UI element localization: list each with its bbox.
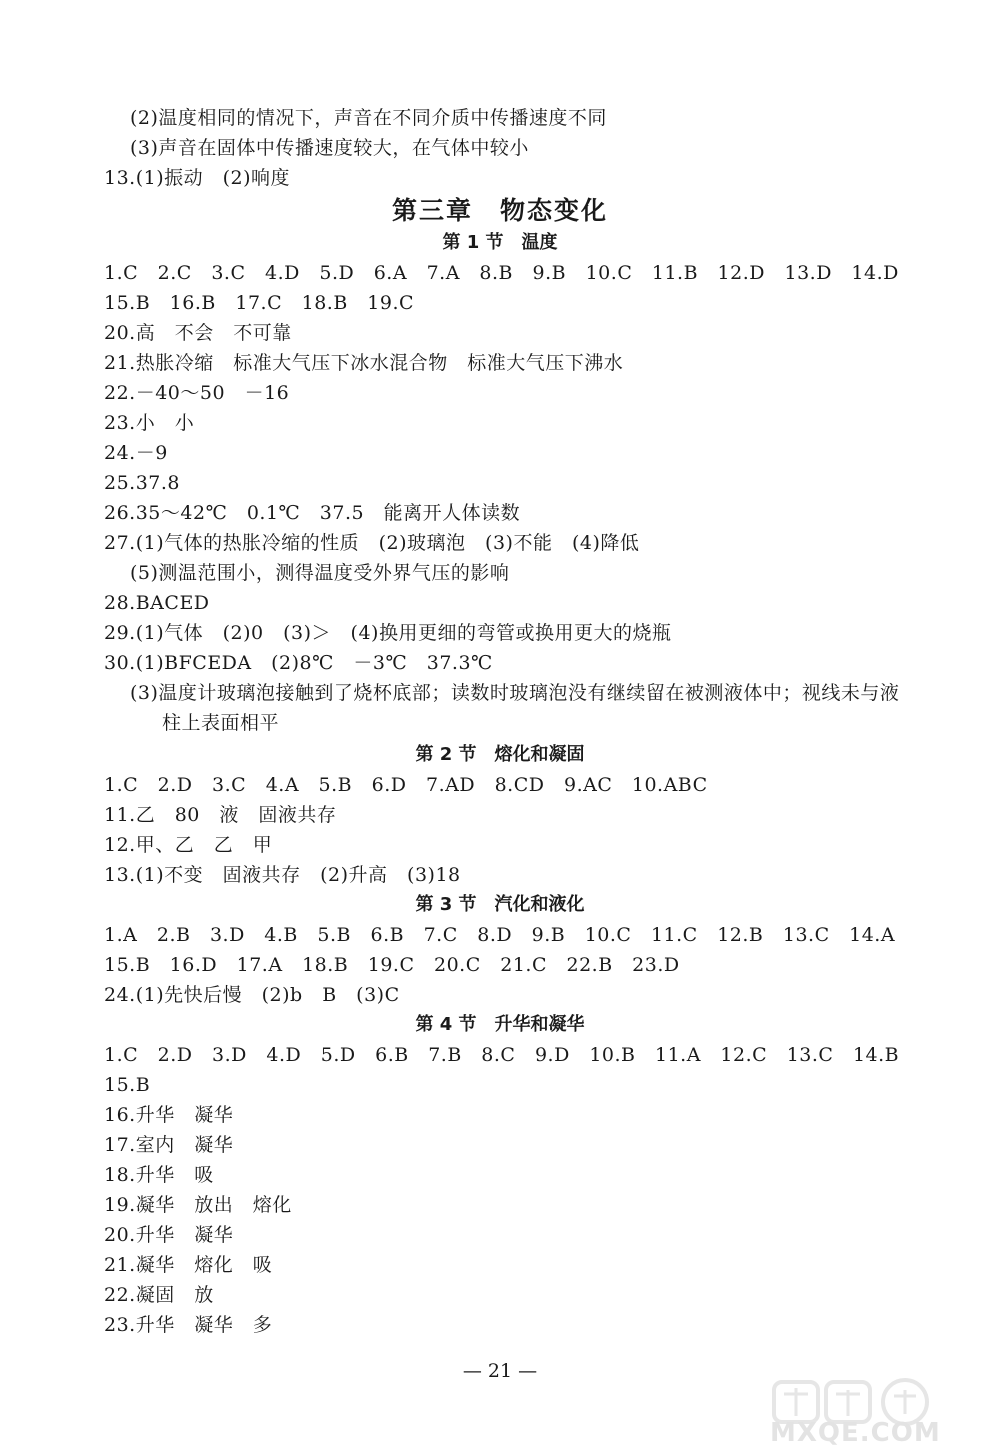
- answer-line: 26.35～42℃ 0.1℃ 37.5 能离开人体读数: [104, 502, 521, 524]
- answer-line: 29.(1)气体 (2)0 (3)＞ (4)换用更细的弯管或换用更大的烧瓶: [104, 622, 672, 644]
- answer-line: 15.B: [104, 1074, 151, 1096]
- answer-line: 24.(1)先快后慢 (2)b B (3)C: [104, 984, 400, 1006]
- answer-line: 15.B 16.D 17.A 18.B 19.C 20.C 21.C 22.B 23.D: [104, 954, 680, 976]
- section-title-2: 第 2 节 熔化和凝固: [415, 744, 585, 765]
- section-title-4: 第 4 节 升华和凝华: [415, 1014, 585, 1035]
- answer-line: 23.升华 凝华 多: [104, 1314, 273, 1336]
- answer-line: (3)声音在固体中传播速度较大，在气体中较小: [130, 137, 529, 159]
- answer-line: 27.(1)气体的热胀冷缩的性质 (2)玻璃泡 (3)不能 (4)降低: [104, 532, 640, 554]
- answer-line: 22.凝固 放: [104, 1284, 214, 1306]
- answer-line: 21.凝华 熔化 吸: [104, 1254, 273, 1276]
- page-number: — 21 —: [462, 1360, 538, 1382]
- answer-line: (2)温度相同的情况下，声音在不同介质中传播速度不同: [130, 107, 607, 129]
- answer-line: 20.升华 凝华: [104, 1224, 234, 1246]
- answer-line: 21.热胀冷缩 标准大气压下冰水混合物 标准大气压下沸水: [104, 352, 624, 374]
- answer-line: 1.A 2.B 3.D 4.B 5.B 6.B 7.C 8.D 9.B 10.C 11.C 12.B 13.C 14.A: [104, 924, 896, 946]
- answer-line: 25.37.8: [104, 472, 181, 494]
- answer-line: 20.高 不会 不可靠: [104, 322, 292, 344]
- answer-line: 16.升华 凝华: [104, 1104, 234, 1126]
- answer-line: 18.升华 吸: [104, 1164, 214, 1186]
- answer-line: 28.BACED: [104, 592, 210, 614]
- answer-line: 11.乙 80 液 固液共存: [104, 804, 337, 826]
- answer-line: 13.(1)不变 固液共存 (2)升高 (3)18: [104, 864, 461, 886]
- watermark-text: MXQE.COM: [770, 1418, 941, 1448]
- answer-line: 15.B 16.B 17.C 18.B 19.C: [104, 292, 415, 314]
- answer-line: 1.C 2.D 3.C 4.A 5.B 6.D 7.AD 8.CD 9.AC 10.ABC: [104, 774, 708, 796]
- section-title-1: 第 1 节 温度: [442, 232, 558, 253]
- answer-line: (5)测温范围小，测得温度受外界气压的影响: [130, 562, 510, 584]
- answer-line: 1.C 2.C 3.C 4.D 5.D 6.A 7.A 8.B 9.B 10.C 11.B 12.D 13.D 14.D: [104, 262, 899, 284]
- answer-line: 22.－40～50 －16: [104, 382, 290, 404]
- chapter-title: 第三章 物态变化: [391, 196, 608, 225]
- answer-line: 19.凝华 放出 熔化: [104, 1194, 292, 1216]
- answer-line: 23.小 小: [104, 412, 195, 434]
- answer-line: 1.C 2.D 3.D 4.D 5.D 6.B 7.B 8.C 9.D 10.B 11.A 12.C 13.C 14.B: [104, 1044, 900, 1066]
- answer-line: 12.甲、乙 乙 甲: [104, 834, 273, 856]
- answer-line: 30.(1)BFCEDA (2)8℃ －3℃ 37.3℃: [104, 652, 493, 674]
- answer-line: 13.(1)振动 (2)响度: [104, 167, 291, 189]
- answer-line: 柱上表面相平: [162, 712, 280, 734]
- answer-line: (3)温度计玻璃泡接触到了烧杯底部；读数时玻璃泡没有继续留在被测液体中；视线未与液: [130, 682, 900, 704]
- answer-line: 17.室内 凝华: [104, 1134, 234, 1156]
- section-title-3: 第 3 节 汽化和液化: [415, 894, 585, 915]
- answer-line: 24.－9: [104, 442, 168, 464]
